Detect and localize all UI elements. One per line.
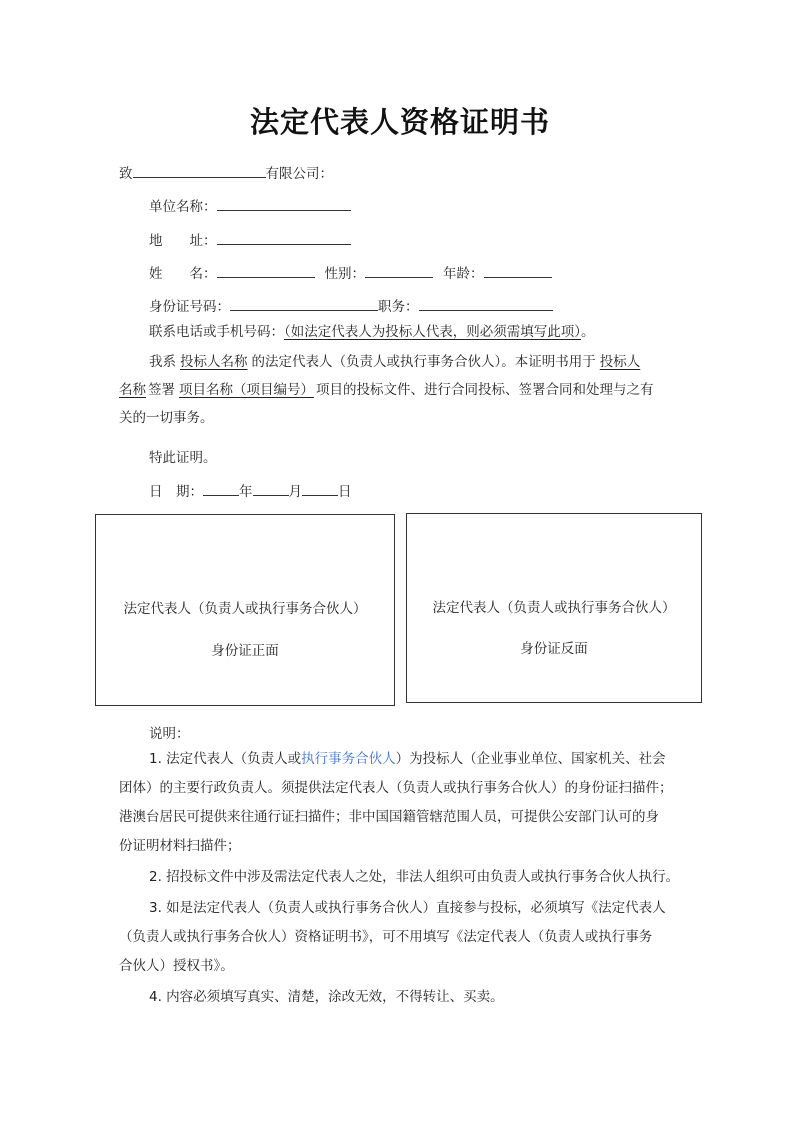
id-number-label: 身份证号码： [149, 299, 230, 315]
statement-line-2: 名称 签署 项目名称（项目编号） 项目的投标文件、进行合同投标、签署合同和处理与之有 [119, 382, 654, 398]
gender-label: 性别： [324, 266, 365, 282]
statement-line-1: 我系 投标人名称 的法定代表人（负责人或执行事务合伙人）。本证明书用于 投标人 [149, 354, 641, 370]
bidder-field-a[interactable]: 投标人 [599, 354, 641, 370]
position-label: 职务： [378, 299, 419, 315]
id-position-row [149, 295, 553, 317]
project-field[interactable]: 项目名称（项目编号） [179, 382, 314, 398]
name-label: 姓 名： [149, 266, 217, 282]
note-3-line-1: 3. 如是法定代表人（负责人或执行事务合伙人）直接参与投标，必须填写《法定代表人 [149, 900, 666, 916]
note-3-line-3: 合伙人）授权书》。 [119, 958, 234, 974]
phone-label-text: 联系电话或手机号码： [149, 324, 284, 340]
company-name-blank[interactable] [217, 195, 351, 211]
date-row [149, 480, 352, 502]
statement-paragraph [119, 348, 689, 432]
note-2: 2. 招投标文件中涉及需法定代表人之处，非法人组织可由负责人或执行事务合伙人执行。 [149, 869, 680, 885]
month-label: 月 [288, 484, 302, 500]
age-blank[interactable] [484, 262, 552, 278]
address-row [149, 229, 351, 251]
company-name-label: 单位名称： [149, 199, 217, 215]
bidder-field-b[interactable]: 名称 [119, 382, 146, 398]
year-label: 年 [239, 484, 253, 500]
name-blank[interactable] [217, 262, 315, 278]
document-title: 法定代表人资格证明书 [249, 105, 550, 139]
note-1-line-2: 团体）的主要行政负责人。须提供法定代表人（负责人或执行事务合伙人）的身份证扫描件； [119, 780, 673, 796]
address-label: 地 址： [149, 233, 217, 249]
addressee-line [119, 162, 333, 184]
phone-row [149, 322, 595, 342]
month-blank[interactable] [253, 480, 289, 496]
age-label: 年龄： [443, 266, 484, 282]
id-back-label: 身份证反面 [520, 641, 588, 657]
id-front-box[interactable] [95, 514, 395, 706]
partner-link[interactable]: 执行事务合伙人 [301, 751, 396, 767]
id-back-box[interactable] [406, 513, 702, 703]
gender-blank[interactable] [365, 262, 433, 278]
id-front-label: 身份证正面 [211, 643, 279, 659]
note-1-line-1: 1. 法定代表人（负责人或执行事务合伙人）为投标人（企业事业单位、国家机关、社会 [149, 751, 666, 767]
addressee-prefix: 致 [119, 166, 133, 182]
hereby-certify: 特此证明。 [149, 450, 217, 466]
date-label: 日 期： [149, 484, 203, 500]
position-blank[interactable] [419, 295, 553, 311]
bidder-name-field[interactable]: 投标人名称 [180, 354, 248, 370]
address-blank[interactable] [217, 229, 351, 245]
id-number-blank[interactable] [230, 295, 378, 311]
note-3-line-2: （负责人或执行事务合伙人）资格证明书》，可不用填写《法定代表人（负责人或执行事务 [119, 929, 653, 945]
id-back-role: 法定代表人（负责人或执行事务合伙人） [432, 600, 676, 616]
addressee-suffix: 有限公司： [265, 166, 333, 182]
notes-section [119, 745, 694, 1012]
company-name-row [149, 195, 351, 217]
statement-line-3: 关的一切事务。 [119, 410, 214, 426]
id-front-role: 法定代表人（负责人或执行事务合伙人） [123, 601, 367, 617]
notes-heading: 说明： [149, 726, 190, 742]
note-4: 4. 内容必须填写真实、清楚，涂改无效，不得转让、买卖。 [149, 989, 504, 1005]
note-1-line-3: 港澳台居民可提供来往通行证扫描件；非中国国籍管辖范围人员，可提供公安部门认可的身 [119, 809, 659, 825]
day-blank[interactable] [302, 480, 338, 496]
personal-info-row [149, 262, 552, 284]
note-1-line-4: 份证明材料扫描件； [119, 838, 241, 854]
phone-end: 。 [581, 324, 595, 340]
phone-note: （如法定代表人为投标人代表，则必须需填写此项） [284, 324, 581, 340]
addressee-blank[interactable] [133, 162, 266, 178]
year-blank[interactable] [203, 480, 239, 496]
day-label: 日 [338, 484, 352, 500]
